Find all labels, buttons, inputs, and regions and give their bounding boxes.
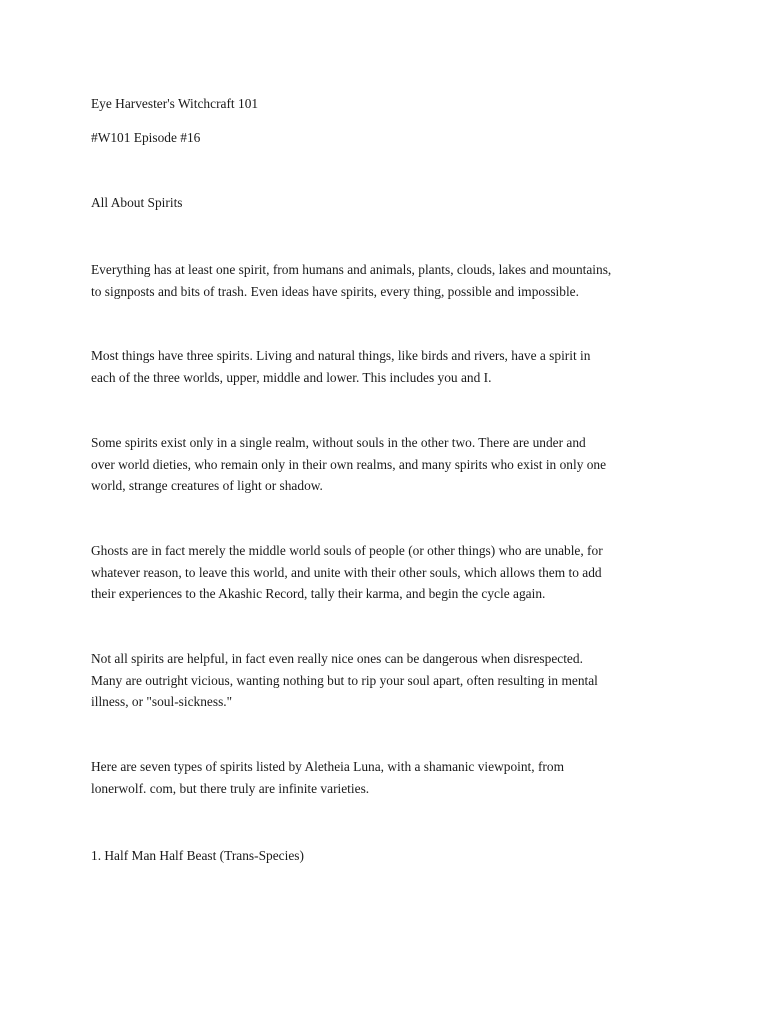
paragraph-line: over world dieties, who remain only in their own realms, and many spirits who exist in only one bbox=[91, 456, 607, 472]
paragraph-line: to signposts and bits of trash. Even ideas have spirits, every thing, possible and impossible. bbox=[91, 283, 579, 299]
paragraph-line: lonerwolf. com, but there truly are infinite varieties. bbox=[91, 780, 370, 796]
paragraph-line: whatever reason, to leave this world, and unite with their other souls, which allows them to add bbox=[91, 564, 602, 580]
paragraph-line: Here are seven types of spirits listed by Aletheia Luna, with a shamanic viewpoint, from bbox=[91, 759, 565, 774]
section-heading: All About Spirits bbox=[91, 195, 183, 210]
paragraph-not-all-helpful bbox=[91, 648, 691, 713]
paragraph-line: Everything has at least one spirit, from humans and animals, plants, clouds, lakes and mountains, bbox=[91, 262, 612, 277]
paragraph-ghosts bbox=[91, 540, 691, 605]
paragraph-line: illness, or "soul-sickness." bbox=[91, 694, 233, 709]
paragraph-line: Some spirits exist only in a single realm, without souls in the other two. There are under and bbox=[91, 435, 586, 450]
paragraph-line: their experiences to the Akashic Record, tally their karma, and begin the cycle again. bbox=[91, 586, 546, 601]
paragraph-line: Ghosts are in fact merely the middle world souls of people (or other things) who are unable, for bbox=[91, 543, 603, 558]
paragraph-three-spirits bbox=[91, 345, 691, 388]
paragraph-line: Not all spirits are helpful, in fact even really nice ones can be dangerous when disrespected. bbox=[91, 651, 583, 666]
paragraph-line: each of the three worlds, upper, middle and lower. This includes you and I. bbox=[91, 369, 492, 385]
paragraph-line: world, strange creatures of light or shadow. bbox=[91, 478, 323, 493]
paragraph-line: Most things have three spirits. Living and natural things, like birds and rivers, have a spirit in bbox=[91, 348, 591, 363]
list-item: 1. Half Man Half Beast (Trans-Species) bbox=[91, 848, 304, 863]
paragraph-seven-types bbox=[91, 756, 691, 799]
paragraph-everything-has-spirit bbox=[91, 259, 691, 302]
document-title: Eye Harvester's Witchcraft 101 bbox=[91, 96, 259, 111]
paragraph-line: Many are outright vicious, wanting nothing but to rip your soul apart, often resulting in mental bbox=[91, 672, 598, 688]
episode-label: #W101 Episode #16 bbox=[91, 130, 201, 145]
paragraph-single-realm bbox=[91, 432, 691, 497]
